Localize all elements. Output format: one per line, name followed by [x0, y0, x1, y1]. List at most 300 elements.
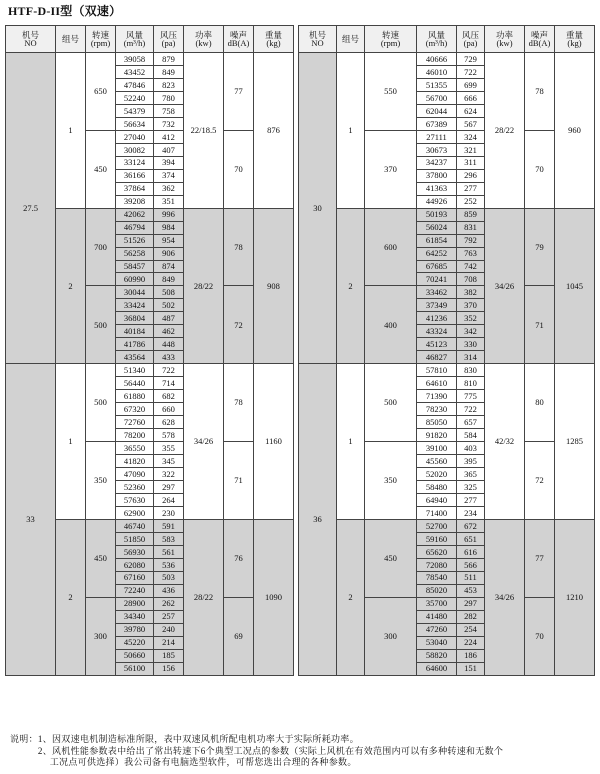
weight-cell: 1045	[555, 208, 595, 364]
power-cell: 34/26	[485, 208, 525, 364]
weight-cell: 876	[254, 53, 294, 209]
noise-cell: 76	[224, 519, 254, 597]
airflow-cell: 39780	[116, 623, 154, 636]
airflow-cell: 64940	[417, 493, 457, 506]
pressure-cell: 503	[154, 571, 184, 584]
pressure-cell: 297	[154, 480, 184, 493]
speed-cell: 700	[86, 208, 116, 286]
airflow-cell: 51850	[116, 532, 154, 545]
noise-cell: 77	[224, 53, 254, 131]
speed-cell: 350	[365, 442, 417, 520]
pressure-cell: 257	[154, 610, 184, 623]
airflow-cell: 45123	[417, 338, 457, 351]
pressure-cell: 561	[154, 545, 184, 558]
airflow-cell: 46740	[116, 519, 154, 532]
airflow-cell: 64610	[417, 377, 457, 390]
airflow-cell: 36166	[116, 169, 154, 182]
machine-no-cell: 27.5	[6, 53, 56, 364]
airflow-cell: 91820	[417, 429, 457, 442]
pressure-cell: 591	[154, 519, 184, 532]
pressure-cell: 502	[154, 299, 184, 312]
noise-cell: 72	[224, 286, 254, 364]
airflow-cell: 46827	[417, 351, 457, 364]
header-machine-no	[299, 26, 337, 53]
group-cell: 2	[56, 208, 86, 364]
power-cell: 28/22	[184, 519, 224, 675]
pressure-cell: 984	[154, 221, 184, 234]
speed-cell: 450	[86, 519, 116, 597]
pressure-cell: 324	[457, 130, 485, 143]
pressure-cell: 151	[457, 662, 485, 675]
pressure-cell: 666	[457, 91, 485, 104]
pressure-cell: 810	[457, 377, 485, 390]
power-cell: 22/18.5	[184, 53, 224, 209]
pressure-cell: 849	[154, 65, 184, 78]
header-power	[184, 26, 224, 53]
weight-cell: 1210	[555, 519, 595, 675]
pressure-cell: 462	[154, 325, 184, 338]
header-power	[485, 26, 525, 53]
airflow-cell: 62900	[116, 506, 154, 519]
airflow-cell: 72080	[417, 558, 457, 571]
header-label: (rpm)	[90, 38, 111, 48]
airflow-cell: 52240	[116, 91, 154, 104]
noise-cell: 77	[525, 519, 555, 597]
pressure-cell: 311	[457, 156, 485, 169]
airflow-cell: 60990	[116, 273, 154, 286]
pressure-cell: 657	[457, 416, 485, 429]
pressure-cell: 954	[154, 234, 184, 247]
pressure-cell: 234	[457, 506, 485, 519]
airflow-cell: 51355	[417, 78, 457, 91]
notes	[10, 734, 594, 769]
airflow-cell: 39208	[116, 195, 154, 208]
noise-cell: 79	[525, 208, 555, 286]
airflow-cell: 46794	[116, 221, 154, 234]
airflow-cell: 67389	[417, 117, 457, 130]
airflow-cell: 78230	[417, 403, 457, 416]
airflow-cell: 47090	[116, 468, 154, 481]
header-label: (m³/h)	[425, 38, 448, 48]
airflow-cell: 35700	[417, 597, 457, 610]
pressure-cell: 254	[457, 623, 485, 636]
airflow-cell: 52700	[417, 519, 457, 532]
airflow-cell: 47846	[116, 78, 154, 91]
header-label: (kw)	[195, 38, 212, 48]
group-cell: 2	[337, 208, 365, 364]
pressure-cell: 277	[457, 182, 485, 195]
airflow-cell: 58820	[417, 649, 457, 662]
header-label: (pa)	[463, 38, 478, 48]
airflow-cell: 46010	[417, 65, 457, 78]
airflow-cell: 36804	[116, 312, 154, 325]
header-label: 功率	[495, 29, 513, 40]
header-label: 功率	[194, 29, 212, 40]
pressure-cell: 230	[154, 506, 184, 519]
pressure-cell: 321	[457, 143, 485, 156]
pressure-cell: 277	[457, 493, 485, 506]
pressure-cell: 374	[154, 169, 184, 182]
header-label: dB(A)	[227, 38, 250, 48]
airflow-cell: 56440	[116, 377, 154, 390]
noise-cell: 70	[525, 130, 555, 208]
pressure-cell: 362	[154, 182, 184, 195]
group-cell: 2	[337, 519, 365, 675]
pressure-cell: 282	[457, 610, 485, 623]
airflow-cell: 64252	[417, 247, 457, 260]
page-title: HTF-D-II型（双速）	[8, 4, 122, 18]
pressure-cell: 156	[154, 662, 184, 675]
airflow-cell: 56700	[417, 91, 457, 104]
pressure-cell: 407	[154, 143, 184, 156]
airflow-cell: 64600	[417, 662, 457, 675]
speed-cell: 500	[86, 286, 116, 364]
pressure-cell: 365	[457, 468, 485, 481]
airflow-cell: 37800	[417, 169, 457, 182]
airflow-cell: 33462	[417, 286, 457, 299]
airflow-cell: 78200	[116, 429, 154, 442]
airflow-cell: 52020	[417, 468, 457, 481]
pressure-cell: 330	[457, 338, 485, 351]
airflow-cell: 41236	[417, 312, 457, 325]
pressure-cell: 186	[457, 649, 485, 662]
airflow-cell: 67320	[116, 403, 154, 416]
airflow-cell: 62080	[116, 558, 154, 571]
pressure-cell: 672	[457, 519, 485, 532]
noise-cell: 78	[525, 53, 555, 131]
pressure-cell: 996	[154, 208, 184, 221]
speed-cell: 450	[86, 130, 116, 208]
speed-cell: 400	[365, 286, 417, 364]
weight-cell: 960	[555, 53, 595, 209]
airflow-cell: 71400	[417, 506, 457, 519]
pressure-cell: 780	[154, 91, 184, 104]
pressure-cell: 264	[154, 493, 184, 506]
header-label: (m³/h)	[123, 38, 146, 48]
power-cell: 34/26	[485, 519, 525, 675]
airflow-cell: 43324	[417, 325, 457, 338]
airflow-cell: 47260	[417, 623, 457, 636]
group-cell: 1	[56, 53, 86, 209]
speed-cell: 550	[365, 53, 417, 131]
airflow-cell: 43452	[116, 65, 154, 78]
airflow-cell: 37349	[417, 299, 457, 312]
airflow-cell: 56634	[116, 117, 154, 130]
airflow-cell: 67160	[116, 571, 154, 584]
pressure-cell: 578	[154, 429, 184, 442]
pressure-cell: 714	[154, 377, 184, 390]
note-line: 2、风机性能参数表中给出了常出转速下6个典型工况点的参数（实际上风机在有效范围内可以有多种转速和无数个	[10, 745, 504, 756]
header-label: (pa)	[161, 38, 176, 48]
pressure-cell: 566	[457, 558, 485, 571]
pressure-cell: 831	[457, 221, 485, 234]
pressure-cell: 453	[457, 584, 485, 597]
airflow-cell: 41363	[417, 182, 457, 195]
pressure-cell: 240	[154, 623, 184, 636]
pressure-cell: 352	[457, 312, 485, 325]
pressure-cell: 742	[457, 260, 485, 273]
airflow-cell: 50660	[116, 649, 154, 662]
pressure-cell: 722	[154, 364, 184, 377]
airflow-cell: 40184	[116, 325, 154, 338]
pressure-cell: 394	[154, 156, 184, 169]
header-label: 噪声	[229, 29, 247, 40]
airflow-cell: 85050	[417, 416, 457, 429]
airflow-cell: 57810	[417, 364, 457, 377]
airflow-cell: 34237	[417, 156, 457, 169]
airflow-cell: 45220	[116, 636, 154, 649]
airflow-cell: 62044	[417, 104, 457, 117]
pressure-cell: 567	[457, 117, 485, 130]
noise-cell: 72	[525, 442, 555, 520]
noise-cell: 71	[525, 286, 555, 364]
header-label: 转速	[381, 29, 399, 40]
noise-cell: 69	[224, 597, 254, 675]
pressure-cell: 708	[457, 273, 485, 286]
pressure-cell: 699	[457, 78, 485, 91]
airflow-cell: 58480	[417, 480, 457, 493]
pressure-cell: 382	[457, 286, 485, 299]
pressure-cell: 403	[457, 442, 485, 455]
header-airflow	[116, 26, 154, 53]
header-airflow	[417, 26, 457, 53]
noise-cell: 71	[224, 442, 254, 520]
pressure-cell: 508	[154, 286, 184, 299]
airflow-cell: 34340	[116, 610, 154, 623]
airflow-cell: 28900	[116, 597, 154, 610]
power-cell: 28/22	[485, 53, 525, 209]
airflow-cell: 70241	[417, 273, 457, 286]
header-label: 组号	[341, 33, 359, 44]
header-label: 风量	[125, 29, 143, 40]
header-label: 机号	[308, 29, 326, 40]
airflow-cell: 43564	[116, 351, 154, 364]
machine-no-cell: 33	[6, 364, 56, 675]
pressure-cell: 511	[457, 571, 485, 584]
header-label: 转速	[91, 29, 109, 40]
airflow-cell: 30673	[417, 143, 457, 156]
airflow-cell: 58457	[116, 260, 154, 273]
pressure-cell: 628	[154, 416, 184, 429]
airflow-cell: 30082	[116, 143, 154, 156]
airflow-cell: 50193	[417, 208, 457, 221]
header-label: 重量	[565, 29, 583, 40]
speed-cell: 500	[86, 364, 116, 442]
pressure-cell: 412	[154, 130, 184, 143]
pressure-cell: 433	[154, 351, 184, 364]
table-header-row	[6, 26, 294, 53]
header-label: (kg)	[567, 38, 582, 48]
speed-cell: 370	[365, 130, 417, 208]
weight-cell: 908	[254, 208, 294, 364]
table-row	[6, 364, 294, 377]
header-label: NO	[311, 38, 324, 48]
airflow-cell: 33424	[116, 299, 154, 312]
pressure-cell: 395	[457, 455, 485, 468]
airflow-cell: 39058	[116, 53, 154, 66]
weight-cell: 1090	[254, 519, 294, 675]
header-label: NO	[24, 38, 37, 48]
noise-cell: 80	[525, 364, 555, 442]
airflow-cell: 78540	[417, 571, 457, 584]
airflow-cell: 61880	[116, 390, 154, 403]
noise-cell: 70	[525, 597, 555, 675]
speed-cell: 650	[86, 53, 116, 131]
airflow-cell: 44926	[417, 195, 457, 208]
airflow-cell: 51526	[116, 234, 154, 247]
power-cell: 42/32	[485, 364, 525, 520]
note-line: 说明：1、因双速电机制造标准所限，表中双速风机所配电机功率大于实际所耗功率。	[10, 734, 359, 744]
pressure-cell: 660	[154, 403, 184, 416]
header-noise	[525, 26, 555, 53]
pressure-cell: 584	[457, 429, 485, 442]
airflow-cell: 37864	[116, 182, 154, 195]
speed-cell: 300	[365, 597, 417, 675]
airflow-cell: 61854	[417, 234, 457, 247]
airflow-cell: 27040	[116, 130, 154, 143]
pressure-cell: 314	[457, 351, 485, 364]
header-group	[56, 26, 86, 53]
power-cell: 28/22	[184, 208, 224, 364]
airflow-cell: 56930	[116, 545, 154, 558]
note-line: 工况点可供选择）我公司备有电脑选型软件，可帮您选出合理的各种参数。	[10, 757, 357, 768]
airflow-cell: 52360	[116, 480, 154, 493]
pressure-cell: 792	[457, 234, 485, 247]
group-cell: 2	[56, 519, 86, 675]
pressure-cell: 758	[154, 104, 184, 117]
airflow-cell: 30044	[116, 286, 154, 299]
group-cell: 1	[56, 364, 86, 520]
airflow-cell: 41820	[116, 455, 154, 468]
pressure-cell: 370	[457, 299, 485, 312]
pressure-cell: 325	[457, 480, 485, 493]
pressure-cell: 624	[457, 104, 485, 117]
airflow-cell: 41480	[417, 610, 457, 623]
header-weight	[555, 26, 595, 53]
airflow-cell: 54379	[116, 104, 154, 117]
noise-cell: 70	[224, 130, 254, 208]
airflow-cell: 56024	[417, 221, 457, 234]
pressure-cell: 296	[457, 169, 485, 182]
airflow-cell: 41786	[116, 338, 154, 351]
pressure-cell: 830	[457, 364, 485, 377]
table-row	[299, 208, 595, 221]
table-row	[299, 53, 595, 66]
header-group	[337, 26, 365, 53]
pressure-cell: 722	[457, 65, 485, 78]
pressure-cell: 859	[457, 208, 485, 221]
airflow-cell: 27111	[417, 130, 457, 143]
header-noise	[224, 26, 254, 53]
header-pressure	[457, 26, 485, 53]
header-label: 重量	[264, 29, 282, 40]
spec-table-right	[298, 25, 595, 676]
pressure-cell: 322	[154, 468, 184, 481]
header-speed	[86, 26, 116, 53]
airflow-cell: 53040	[417, 636, 457, 649]
airflow-cell: 45560	[417, 455, 457, 468]
pressure-cell: 536	[154, 558, 184, 571]
pressure-cell: 763	[457, 247, 485, 260]
spec-table-left	[5, 25, 294, 676]
header-pressure	[154, 26, 184, 53]
noise-cell: 78	[224, 364, 254, 442]
pressure-cell: 345	[154, 455, 184, 468]
weight-cell: 1285	[555, 364, 595, 520]
speed-cell: 300	[86, 597, 116, 675]
header-label: (kw)	[496, 38, 513, 48]
speed-cell: 600	[365, 208, 417, 286]
header-label: (kg)	[266, 38, 281, 48]
pressure-cell: 616	[457, 545, 485, 558]
airflow-cell: 39100	[417, 442, 457, 455]
noise-cell: 78	[224, 208, 254, 286]
airflow-cell: 67685	[417, 260, 457, 273]
pressure-cell: 436	[154, 584, 184, 597]
pressure-cell: 224	[457, 636, 485, 649]
pressure-cell: 849	[154, 273, 184, 286]
airflow-cell: 33124	[116, 156, 154, 169]
header-label: 机号	[21, 29, 39, 40]
pressure-cell: 342	[457, 325, 485, 338]
header-label: 组号	[61, 33, 79, 44]
pressure-cell: 583	[154, 532, 184, 545]
pressure-cell: 185	[154, 649, 184, 662]
pressure-cell: 722	[457, 403, 485, 416]
airflow-cell: 36550	[116, 442, 154, 455]
table-row	[299, 364, 595, 377]
airflow-cell: 71390	[417, 390, 457, 403]
group-cell: 1	[337, 364, 365, 520]
airflow-cell: 72760	[116, 416, 154, 429]
header-label: 风压	[461, 29, 479, 40]
header-label: 风量	[427, 29, 445, 40]
airflow-cell: 72240	[116, 584, 154, 597]
table-row	[6, 53, 294, 66]
airflow-cell: 40666	[417, 53, 457, 66]
header-speed	[365, 26, 417, 53]
pressure-cell: 682	[154, 390, 184, 403]
table-row	[299, 519, 595, 532]
pressure-cell: 448	[154, 338, 184, 351]
header-label: dB(A)	[528, 38, 551, 48]
weight-cell: 1160	[254, 364, 294, 520]
airflow-cell: 56100	[116, 662, 154, 675]
pressure-cell: 214	[154, 636, 184, 649]
speed-cell: 350	[86, 442, 116, 520]
machine-no-cell: 36	[299, 364, 337, 675]
pressure-cell: 351	[154, 195, 184, 208]
pressure-cell: 879	[154, 53, 184, 66]
airflow-cell: 85020	[417, 584, 457, 597]
pressure-cell: 732	[154, 117, 184, 130]
airflow-cell: 51340	[116, 364, 154, 377]
pressure-cell: 252	[457, 195, 485, 208]
pressure-cell: 874	[154, 260, 184, 273]
airflow-cell: 42062	[116, 208, 154, 221]
airflow-cell: 56258	[116, 247, 154, 260]
group-cell: 1	[337, 53, 365, 209]
pressure-cell: 262	[154, 597, 184, 610]
header-machine-no	[6, 26, 56, 53]
airflow-cell: 65620	[417, 545, 457, 558]
header-weight	[254, 26, 294, 53]
speed-cell: 450	[365, 519, 417, 597]
pressure-cell: 355	[154, 442, 184, 455]
airflow-cell: 57630	[116, 493, 154, 506]
airflow-cell: 59160	[417, 532, 457, 545]
pressure-cell: 651	[457, 532, 485, 545]
